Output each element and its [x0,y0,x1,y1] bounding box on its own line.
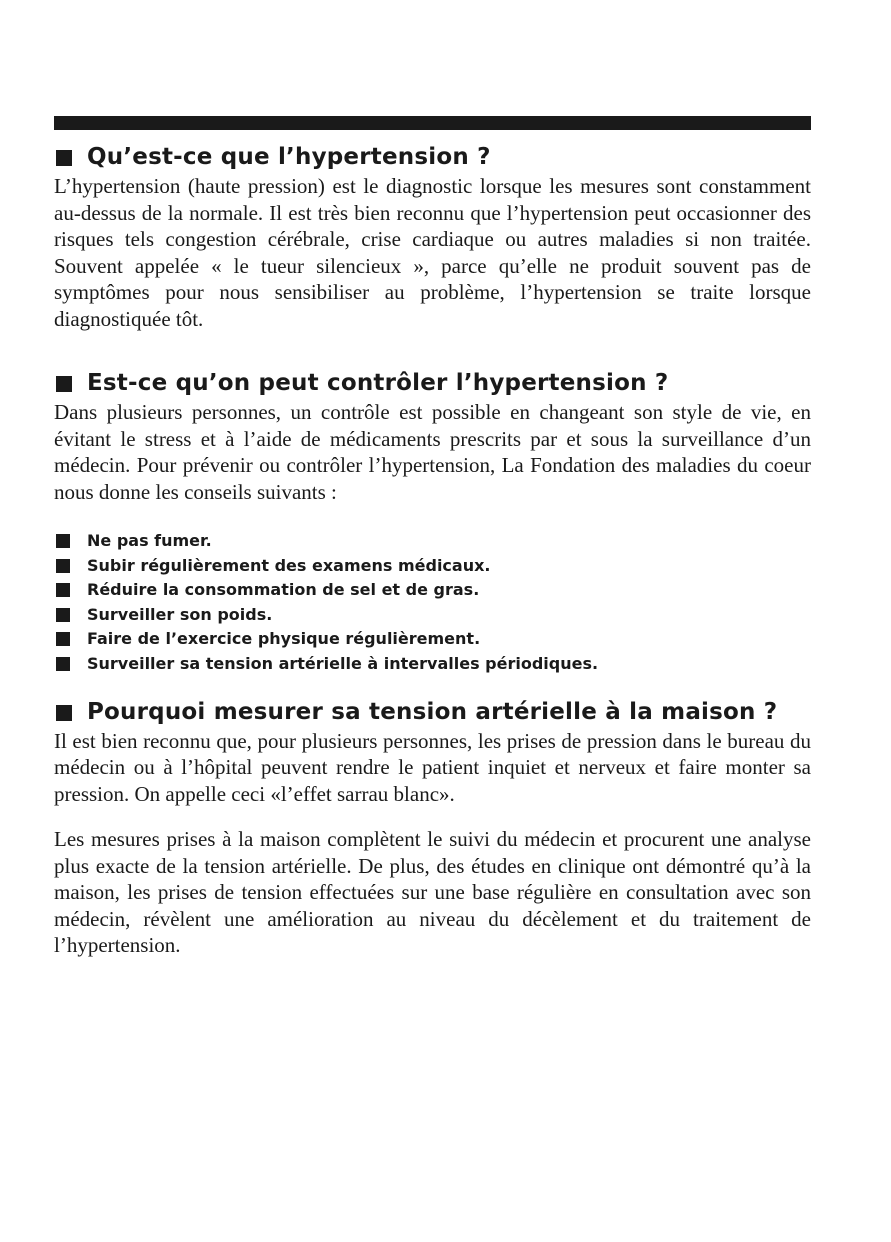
square-bullet-icon [56,608,70,622]
section-heading [54,142,811,173]
advice-list [54,529,811,677]
section-control-hypertension [54,368,811,677]
paragraph: Les mesures prises à la maison complètent le suivi du médecin et procurent une analyse plus exacte de la tension artérielle. De plus, des études en clinique ont démontré qu’à la maison, les prises de tension effectuées sur une base régulière en consultation avec son médecin, révèlent une amélioration au niveau du décèlement et du traitement de l’hypertension. [54,827,811,958]
section-heading [54,697,811,728]
square-bullet-icon [56,657,70,671]
list-item-text: Ne pas fumer. [87,531,212,550]
section-heading-text: Pourquoi mesurer sa tension artérielle à la maison ? [87,698,778,725]
section-why-measure-at-home [54,697,811,959]
square-bullet-icon [56,583,70,597]
list-item [54,627,811,652]
paragraph: Il est bien reconnu que, pour plusieurs personnes, les prises de pression dans le bureau du médecin ou à l’hôpital peuvent rendre le patient inquiet et nerveux et faire monter sa pression. On appelle ceci «l’effet sarrau blanc». [54,728,811,806]
list-item-text: Surveiller sa tension artérielle à intervalles périodiques. [87,653,599,673]
section-what-is-hypertension [54,142,811,332]
list-item-text: Subir régulièrement des examens médicaux. [87,555,491,575]
list-item [54,652,811,677]
list-item-text: Réduire la consommation de sel et de gras. [87,580,480,600]
document-body [54,142,811,959]
square-bullet-icon [56,559,70,573]
list-item [54,578,811,603]
list-item [54,529,811,554]
square-bullet-icon [56,534,70,548]
section-heading-text: Qu’est-ce que l’hypertension ? [87,144,491,170]
section-heading [54,368,811,399]
square-bullet-icon [56,376,72,392]
square-bullet-icon [56,705,72,721]
list-item [54,554,811,579]
square-bullet-icon [56,632,70,646]
square-bullet-icon [56,150,72,166]
list-item-text: Faire de l’exercice physique régulièrement. [87,629,481,649]
header-rule [54,116,811,130]
section-heading-text: Est-ce qu’on peut contrôler l’hypertension ? [87,370,669,396]
paragraph: L’hypertension (haute pression) est le diagnostic lorsque les mesures sont constamment au-dessus de la normale. Il est très bien reconnu que l’hypertension peut occasionner des risques tels congestion cérébrale, crise cardiaque ou autres maladies si non traitée. Souvent appelée « le tueur silencieux », parce qu’elle ne produit souvent pas de symptômes pour nous sensibiliser au problème, l’hypertension se traite lorsque diagnostiquée tôt. [54,174,811,331]
list-item-text: Surveiller son poids. [87,604,273,624]
paragraph: Dans plusieurs personnes, un contrôle est possible en changeant son style de vie, en évitant le stress et à l’aide de médicaments prescrits par et sous la surveillance d’un médecin. Pour prévenir ou contrôler l’hypertension, La Fondation des maladies du coeur nous donne les conseils suivants : [54,400,811,504]
list-item [54,603,811,628]
